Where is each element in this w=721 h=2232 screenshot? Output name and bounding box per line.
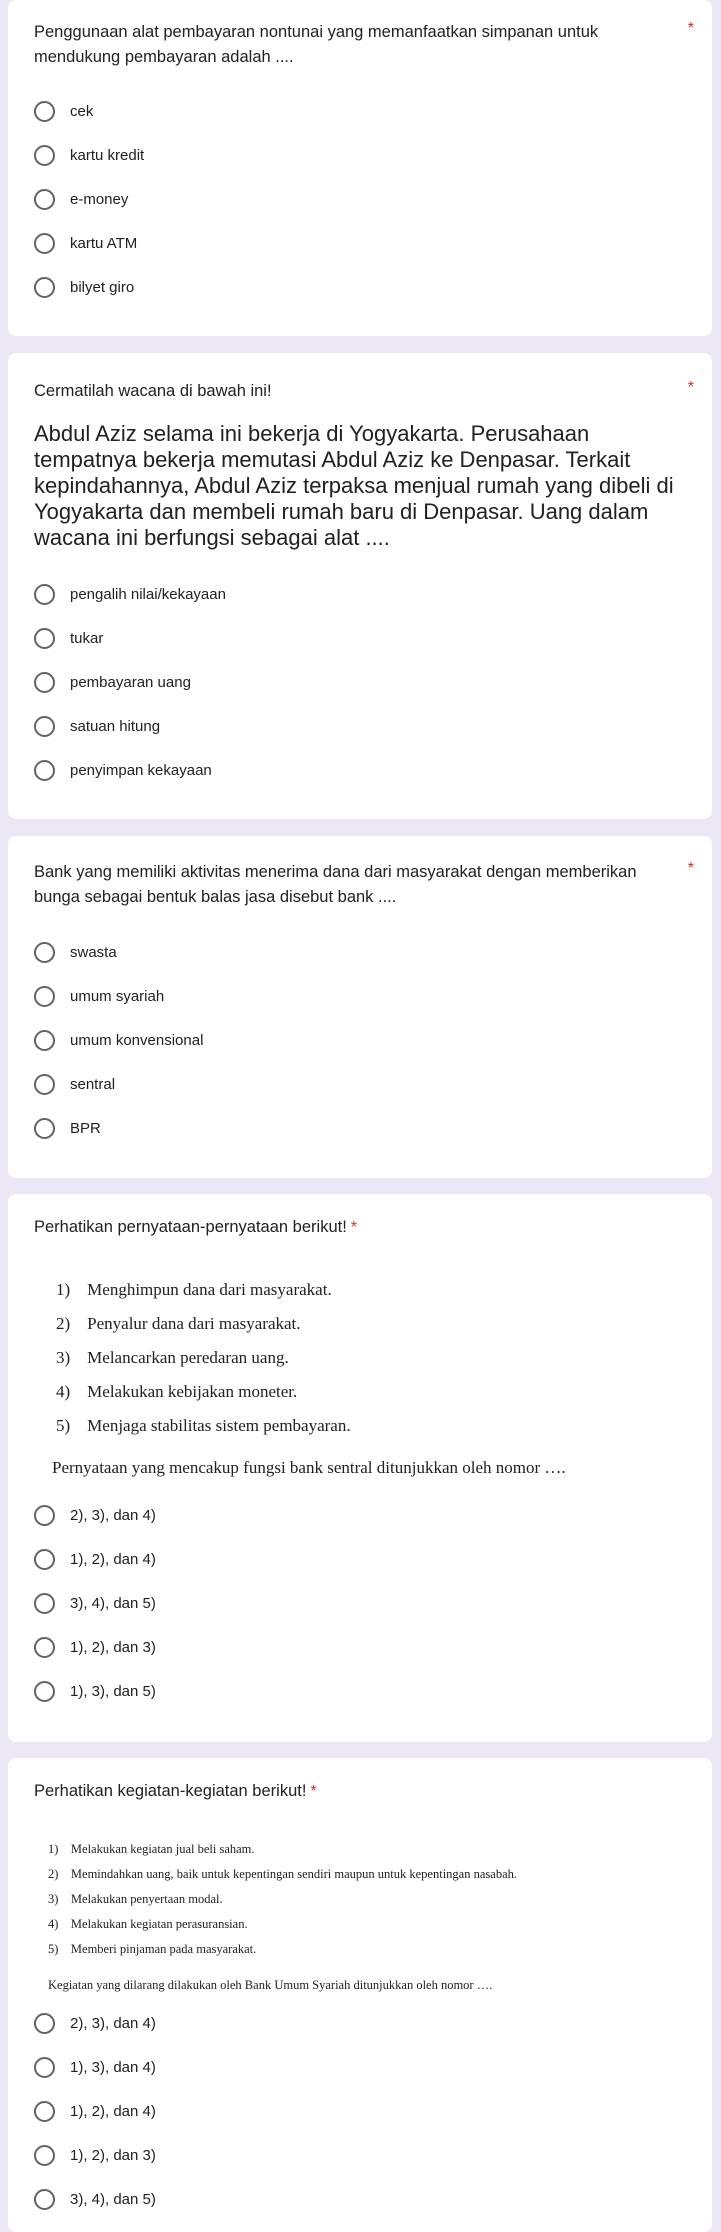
question-header (34, 20, 694, 70)
radio-option[interactable] (34, 1113, 101, 1143)
radio-option[interactable] (34, 2008, 156, 2038)
radio-option[interactable] (34, 937, 117, 967)
radio-option[interactable] (34, 579, 226, 609)
required-asterisk: * (310, 1783, 317, 1800)
radio-circle-icon[interactable] (34, 233, 55, 254)
radio-option[interactable] (34, 667, 191, 697)
radio-option[interactable] (34, 1069, 115, 1099)
radio-option[interactable] (34, 2184, 156, 2214)
radio-option[interactable] (34, 2052, 156, 2082)
radio-option[interactable] (34, 1500, 156, 1530)
statement: 3) Melancarkan peredaran uang. (56, 1348, 289, 1367)
radio-option[interactable] (34, 1676, 156, 1706)
option-label: umum konvensional (70, 1031, 204, 1049)
radio-circle-icon[interactable] (34, 760, 55, 781)
statement: 4) Melakukan kegiatan perasuransian. (48, 1917, 248, 1931)
question-title: Penggunaan alat pembayaran nontunai yang memanfaatkan simpanan untuk mendukung pembayaran adalah .... (34, 23, 599, 66)
question-title: Perhatikan kegiatan-kegiatan berikut! (34, 1782, 307, 1800)
radio-circle-icon[interactable] (34, 145, 55, 166)
radio-circle-icon[interactable] (34, 1593, 55, 1614)
option-label: 3), 4), dan 5) (70, 1594, 156, 1612)
radio-option[interactable] (34, 1025, 203, 1055)
radio-circle-icon[interactable] (34, 1030, 55, 1051)
question-header (34, 860, 694, 910)
option-label: sentral (70, 1075, 116, 1093)
radio-circle-icon[interactable] (34, 1637, 55, 1658)
statement: 2) Memindahkan uang, baik untuk kepentingan sendiri maupun untuk kepentingan nasabah. (48, 1867, 517, 1881)
option-label: umum syariah (70, 987, 165, 1005)
radio-option[interactable] (34, 2140, 156, 2170)
question-header (34, 1218, 694, 1237)
radio-option[interactable] (34, 228, 137, 258)
option-label: 2), 3), dan 4) (70, 1506, 156, 1524)
question-title: Cermatilah wacana di bawah ini! (34, 382, 272, 400)
radio-circle-icon[interactable] (34, 584, 55, 605)
radio-circle-icon[interactable] (34, 277, 55, 298)
radio-circle-icon[interactable] (34, 2013, 55, 2034)
question-card-4 (8, 1194, 712, 1742)
radio-circle-icon[interactable] (34, 1074, 55, 1095)
question-card-1 (8, 0, 712, 336)
required-asterisk: * (687, 379, 694, 396)
radio-circle-icon[interactable] (34, 2145, 55, 2166)
question-title: Bank yang memiliki aktivitas menerima dana dari masyarakat dengan memberikan bunga sebagai bentuk balas jasa disebut bank .... (34, 863, 637, 906)
option-label: kartu kredit (70, 146, 145, 164)
option-label: pembayaran uang (70, 673, 191, 691)
option-label: tukar (70, 629, 104, 647)
radio-circle-icon[interactable] (34, 2057, 55, 2078)
radio-option[interactable] (34, 96, 93, 126)
statement: 5) Menjaga stabilitas sistem pembayaran. (56, 1416, 351, 1435)
option-label: e-money (70, 190, 129, 208)
question-prompt: Kegiatan yang dilarang dilakukan oleh Bank Umum Syariah ditunjukkan oleh nomor …. (48, 1978, 493, 1992)
option-label: 1), 2), dan 4) (70, 1550, 156, 1568)
option-label: 1), 3), dan 5) (70, 1682, 156, 1700)
radio-circle-icon[interactable] (34, 1549, 55, 1570)
question-card-5 (8, 1758, 712, 2232)
radio-circle-icon[interactable] (34, 189, 55, 210)
required-asterisk: * (687, 860, 694, 877)
statement: 1) Menghimpun dana dari masyarakat. (56, 1280, 332, 1299)
question-header (34, 379, 694, 404)
radio-circle-icon[interactable] (34, 2101, 55, 2122)
option-label: 2), 3), dan 4) (70, 2014, 156, 2032)
question-header (34, 1782, 694, 1801)
option-label: satuan hitung (70, 717, 161, 735)
radio-option[interactable] (34, 1544, 156, 1574)
option-label: 1), 2), dan 4) (70, 2102, 156, 2120)
statement: 3) Melakukan penyertaan modal. (48, 1892, 223, 1906)
radio-circle-icon[interactable] (34, 1505, 55, 1526)
radio-circle-icon[interactable] (34, 1118, 55, 1139)
option-label: bilyet giro (70, 278, 135, 296)
radio-option[interactable] (34, 1588, 156, 1618)
question-passage: Abdul Aziz selama ini bekerja di Yogyakarta. Perusahaan tempatnya bekerja memutasi Abdul Aziz ke Denpasar. Terkait kepindahannya, Abdul Aziz terpaksa menjual rumah yang dibeli di Yogyakarta dan membeli rumah baru di Denpasar. Uang dalam wacana ini berfungsi sebagai alat .... (34, 421, 674, 550)
radio-option[interactable] (34, 1632, 156, 1662)
statement: 2) Penyalur dana dari masyarakat. (56, 1314, 301, 1333)
option-label: BPR (70, 1119, 101, 1137)
radio-circle-icon[interactable] (34, 942, 55, 963)
option-label: swasta (70, 943, 117, 961)
radio-option[interactable] (34, 755, 212, 785)
radio-option[interactable] (34, 140, 144, 170)
question-prompt: Pernyataan yang mencakup fungsi bank sentral ditunjukkan oleh nomor …. (52, 1458, 566, 1477)
radio-circle-icon[interactable] (34, 672, 55, 693)
radio-circle-icon[interactable] (34, 1681, 55, 1702)
option-label: 1), 2), dan 3) (70, 1638, 156, 1656)
radio-circle-icon[interactable] (34, 628, 55, 649)
radio-option[interactable] (34, 272, 134, 302)
option-label: kartu ATM (70, 234, 138, 252)
option-label: penyimpan kekayaan (70, 761, 212, 779)
required-asterisk: * (350, 1219, 358, 1236)
statement: 1) Melakukan kegiatan jual beli saham. (48, 1842, 255, 1856)
option-label: pengalih nilai/kekayaan (70, 585, 226, 603)
option-label: 1), 2), dan 3) (70, 2146, 156, 2164)
question-title: Perhatikan pernyataan-pernyataan berikut! (34, 1218, 347, 1236)
radio-circle-icon[interactable] (34, 716, 55, 737)
question-card-3 (8, 836, 712, 1178)
option-label: cek (70, 102, 94, 120)
radio-circle-icon[interactable] (34, 986, 55, 1007)
radio-option[interactable] (34, 981, 164, 1011)
radio-option[interactable] (34, 184, 128, 214)
option-label: 1), 3), dan 4) (70, 2058, 156, 2076)
radio-option[interactable] (34, 711, 160, 741)
option-label: 3), 4), dan 5) (70, 2190, 156, 2208)
radio-circle-icon[interactable] (34, 2189, 55, 2210)
radio-option[interactable] (34, 2096, 156, 2126)
radio-option[interactable] (34, 623, 103, 653)
radio-circle-icon[interactable] (34, 101, 55, 122)
statement: 5) Memberi pinjaman pada masyarakat. (48, 1942, 257, 1956)
statement: 4) Melakukan kebijakan moneter. (56, 1382, 298, 1401)
question-card-2 (8, 353, 712, 819)
required-asterisk: * (687, 20, 694, 37)
